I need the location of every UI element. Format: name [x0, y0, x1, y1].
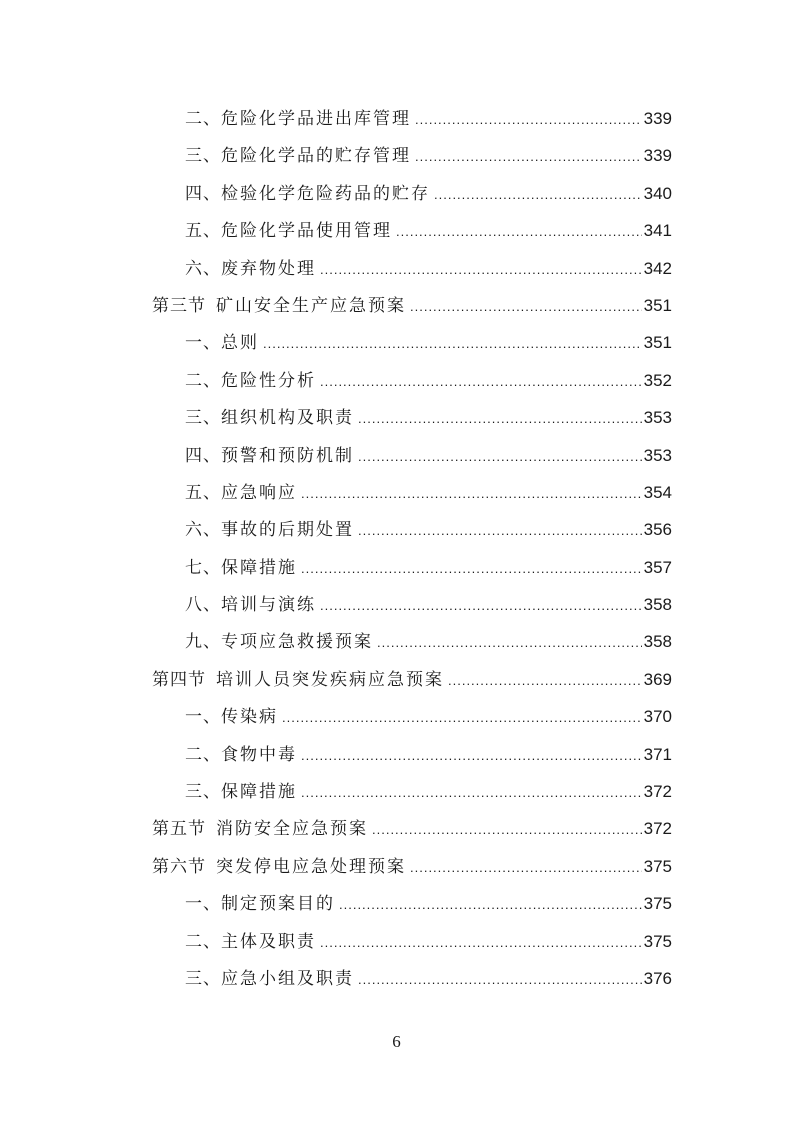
toc-entry-title: 危险化学品进出库管理 [221, 109, 411, 129]
toc-entry-number: 一、 [185, 707, 221, 728]
toc-entry-title: 事故的后期处置 [221, 520, 354, 541]
toc-entry-page: 357 [643, 557, 672, 577]
toc-entry-title: 应急响应 [221, 482, 297, 503]
dot-leader [396, 213, 642, 250]
toc-subsection-entry[interactable] [152, 623, 672, 660]
dot-leader [410, 849, 642, 886]
toc-entry-title: 矿山安全生产应急预案 [216, 295, 406, 316]
toc-subsection-entry[interactable] [152, 399, 672, 436]
toc-entry-page: 353 [643, 408, 672, 428]
toc-entry-number: 三、 [185, 968, 221, 989]
toc-entry-number: 二、 [185, 370, 221, 391]
toc-subsection-entry[interactable] [152, 736, 672, 773]
toc-entry-number: 六、 [185, 520, 221, 541]
toc-subsection-entry[interactable] [152, 923, 672, 960]
toc-entry-page: 370 [643, 707, 672, 727]
toc-entry-number: 五、 [185, 221, 221, 242]
dot-leader [301, 550, 642, 587]
toc-entry-number: 四、 [185, 445, 221, 466]
toc-subsection-entry[interactable] [152, 549, 672, 586]
toc-entry-page: 358 [643, 595, 672, 615]
toc-entry-number: 二、 [185, 931, 221, 952]
toc-subsection-entry[interactable] [152, 362, 672, 399]
toc-entry-page: 340 [643, 183, 672, 203]
toc-entry-title: 危险性分析 [221, 370, 316, 391]
toc-entry-number: 三、 [185, 408, 221, 429]
toc-entry-number: 六、 [185, 258, 221, 279]
toc-entry-number: 二、 [185, 744, 221, 765]
toc-entry-number: 二、 [185, 109, 221, 129]
dot-leader [415, 101, 642, 138]
toc-entry-title: 废弃物处理 [221, 258, 316, 279]
dot-leader [339, 886, 642, 923]
toc-entry-title: 保障措施 [221, 782, 297, 803]
toc-subsection-entry[interactable] [152, 586, 672, 623]
toc-entry-title: 专项应急救援预案 [221, 632, 373, 653]
toc-subsection-entry[interactable] [152, 885, 672, 922]
toc-section-entry[interactable] [152, 810, 672, 847]
toc-entry-number: 一、 [185, 894, 221, 915]
toc-entry-title: 组织机构及职责 [221, 408, 354, 429]
toc-entry-page: 372 [643, 782, 672, 802]
toc-entry-title: 总则 [221, 333, 259, 354]
toc-entry-number: 四、 [185, 183, 221, 204]
toc-entry-title: 应急小组及职责 [221, 968, 354, 989]
toc-entry-title: 危险化学品使用管理 [221, 221, 392, 242]
toc-entry-page: 352 [643, 370, 672, 390]
dot-leader [358, 512, 642, 549]
toc-subsection-entry[interactable] [152, 175, 672, 212]
toc-entry-title: 消防安全应急预案 [216, 819, 368, 840]
toc-entry-page: 371 [643, 744, 672, 764]
dot-leader [320, 363, 642, 400]
toc-entry-number: 九、 [185, 632, 221, 653]
toc-entry-page: 341 [643, 221, 672, 241]
toc-section-entry[interactable] [152, 848, 672, 885]
toc-entry-page: 353 [643, 445, 672, 465]
dot-leader [448, 662, 642, 699]
toc-subsection-entry[interactable] [152, 137, 672, 174]
toc-entry-number: 八、 [185, 595, 221, 616]
toc-subsection-entry[interactable] [152, 437, 672, 474]
toc-entry-title: 检验化学危险药品的贮存 [221, 183, 430, 204]
dot-leader [320, 587, 642, 624]
toc-entry-page: 342 [643, 258, 672, 278]
dot-leader [358, 400, 642, 437]
dot-leader [377, 624, 642, 661]
dot-leader [301, 737, 642, 774]
dot-leader [301, 774, 642, 811]
dot-leader [320, 924, 642, 961]
dot-leader [372, 811, 642, 848]
toc-subsection-entry[interactable] [152, 324, 672, 361]
toc-entry-title: 制定预案目的 [221, 894, 335, 915]
toc-subsection-entry[interactable] [152, 474, 672, 511]
toc-entry-number: 第六节 [152, 856, 206, 877]
toc-entry-number: 第四节 [152, 669, 206, 690]
table-of-contents [152, 100, 672, 997]
toc-section-entry[interactable] [152, 661, 672, 698]
toc-entry-title: 预警和预防机制 [221, 445, 354, 466]
dot-leader [263, 325, 642, 362]
toc-subsection-entry[interactable] [152, 100, 672, 137]
toc-entry-title: 突发停电应急处理预案 [216, 856, 406, 877]
toc-entry-page: 354 [643, 482, 672, 502]
toc-entry-page: 375 [643, 856, 672, 876]
toc-entry-page: 375 [643, 931, 672, 951]
page-number: 6 [392, 1032, 401, 1051]
toc-entry-page: 351 [643, 333, 672, 353]
toc-subsection-entry[interactable] [152, 511, 672, 548]
toc-entry-page: 369 [643, 669, 672, 689]
toc-entry-page: 372 [643, 819, 672, 839]
dot-leader [320, 251, 642, 288]
toc-entry-page: 356 [643, 520, 672, 540]
toc-entry-number: 五、 [185, 482, 221, 503]
toc-subsection-entry[interactable] [152, 773, 672, 810]
toc-entry-page: 339 [643, 109, 672, 128]
dot-leader [434, 176, 642, 213]
toc-subsection-entry[interactable] [152, 212, 672, 249]
dot-leader [282, 699, 642, 736]
toc-entry-number: 第五节 [152, 819, 206, 840]
toc-entry-number: 七、 [185, 557, 221, 578]
toc-entry-page: 376 [643, 968, 672, 988]
dot-leader [358, 961, 642, 998]
toc-entry-title: 主体及职责 [221, 931, 316, 952]
toc-entry-title: 保障措施 [221, 557, 297, 578]
toc-entry-title: 食物中毒 [221, 744, 297, 765]
toc-entry-page: 339 [643, 146, 672, 166]
dot-leader [410, 288, 642, 325]
toc-entry-title: 培训与演练 [221, 595, 316, 616]
toc-subsection-entry[interactable] [152, 698, 672, 735]
toc-entry-number: 第三节 [152, 295, 206, 316]
toc-section-entry[interactable] [152, 287, 672, 324]
toc-entry-title: 危险化学品的贮存管理 [221, 146, 411, 167]
toc-entry-title: 传染病 [221, 707, 278, 728]
toc-entry-page: 351 [643, 295, 672, 315]
dot-leader [301, 475, 642, 512]
toc-entry-number: 三、 [185, 782, 221, 803]
toc-subsection-entry[interactable] [152, 960, 672, 997]
toc-subsection-entry[interactable] [152, 250, 672, 287]
toc-entry-page: 375 [643, 894, 672, 914]
toc-entry-number: 一、 [185, 333, 221, 354]
toc-entry-page: 358 [643, 632, 672, 652]
dot-leader [415, 138, 642, 175]
toc-entry-number: 三、 [185, 146, 221, 167]
toc-entry-title: 培训人员突发疾病应急预案 [216, 669, 444, 690]
dot-leader [358, 438, 642, 475]
